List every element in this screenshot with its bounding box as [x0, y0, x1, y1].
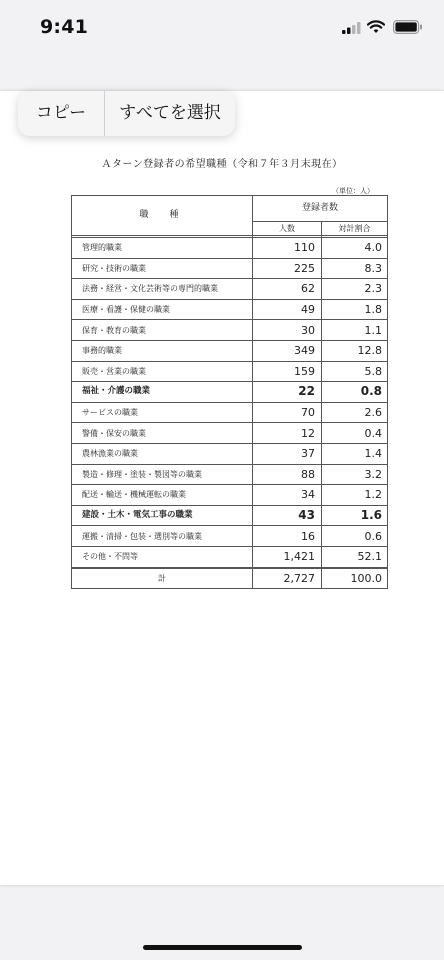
context-menu — [18, 91, 235, 136]
header-count: 人数 — [253, 222, 322, 236]
select-all-menu-item[interactable]: すべてを選択 — [119, 103, 221, 123]
job-name: 管理的職業 — [72, 238, 253, 259]
job-count: 30 — [253, 320, 322, 341]
header-job: 職 種 — [72, 196, 253, 236]
job-name: 警備・保安の職業 — [72, 423, 253, 444]
table-row — [72, 258, 388, 279]
job-count: 225 — [253, 258, 322, 279]
total-row — [72, 568, 388, 589]
table-row — [72, 546, 388, 567]
total-count: 2,727 — [253, 568, 322, 589]
job-name: 運搬・清掃・包装・選別等の職業 — [72, 526, 253, 547]
job-ratio: 0.8 — [322, 382, 388, 403]
job-ratio: 0.6 — [322, 526, 388, 547]
table-row — [72, 443, 388, 464]
document-title: Ａターン登録者の希望職種（令和７年３月末現在） — [101, 159, 343, 170]
status-bar — [0, 0, 444, 60]
job-name: 製造・修理・塗装・製図等の職業 — [72, 464, 253, 485]
battery-icon — [393, 20, 423, 34]
table-row — [72, 526, 388, 547]
job-name: サービスの職業 — [72, 402, 253, 423]
job-name: その他・不問等 — [72, 546, 253, 567]
status-time: 9:41 — [40, 16, 89, 38]
job-ratio: 3.2 — [322, 464, 388, 485]
table-row — [72, 505, 388, 526]
job-count: 12 — [253, 423, 322, 444]
job-count: 34 — [253, 485, 322, 506]
job-ratio: 2.6 — [322, 402, 388, 423]
job-ratio: 4.0 — [322, 238, 388, 259]
job-ratio: 1.1 — [322, 320, 388, 341]
table-row — [72, 238, 388, 259]
job-ratio: 1.6 — [322, 505, 388, 526]
header-ratio: 対計割合 — [322, 222, 388, 236]
job-count: 49 — [253, 299, 322, 320]
table-row — [72, 299, 388, 320]
table-row — [72, 464, 388, 485]
wifi-icon — [367, 20, 385, 34]
job-count: 16 — [253, 526, 322, 547]
job-name: 建設・土木・電気工事の職業 — [72, 505, 253, 526]
job-count: 70 — [253, 402, 322, 423]
job-ratio: 1.4 — [322, 443, 388, 464]
job-count: 1,421 — [253, 546, 322, 567]
job-count: 349 — [253, 340, 322, 361]
table-row — [72, 382, 388, 403]
job-name: 医療・看護・保健の職業 — [72, 299, 253, 320]
total-label: 計 — [72, 568, 253, 589]
job-name: 配送・輸送・機械運転の職業 — [72, 485, 253, 506]
job-ratio: 1.2 — [322, 485, 388, 506]
table-row — [72, 361, 388, 382]
table-row — [72, 423, 388, 444]
job-ratio: 8.3 — [322, 258, 388, 279]
job-count: 22 — [253, 382, 322, 403]
unit-label: （単位：人） — [332, 187, 374, 195]
header-registered: 登録者数 — [253, 196, 388, 222]
job-name: 福祉・介護の職業 — [72, 382, 253, 403]
total-ratio: 100.0 — [322, 568, 388, 589]
job-name: 法務・経営・文化芸術等の専門的職業 — [72, 279, 253, 300]
home-indicator[interactable] — [143, 945, 302, 950]
table-row — [72, 485, 388, 506]
table-row — [72, 340, 388, 361]
table-row — [72, 279, 388, 300]
job-name: 農林漁業の職業 — [72, 443, 253, 464]
job-count: 110 — [253, 238, 322, 259]
table-row — [72, 402, 388, 423]
document-page[interactable] — [0, 91, 444, 885]
job-ratio: 5.8 — [322, 361, 388, 382]
job-name: 販売・営業の職業 — [72, 361, 253, 382]
job-name: 保育・教育の職業 — [72, 320, 253, 341]
job-ratio: 52.1 — [322, 546, 388, 567]
cellular-signal-icon — [342, 22, 362, 34]
job-count: 43 — [253, 505, 322, 526]
job-count: 159 — [253, 361, 322, 382]
job-ratio: 2.3 — [322, 279, 388, 300]
job-ratio: 0.4 — [322, 423, 388, 444]
job-table — [71, 195, 388, 589]
copy-menu-item[interactable]: コピー — [35, 103, 87, 123]
job-name: 事務的職業 — [72, 340, 253, 361]
job-count: 62 — [253, 279, 322, 300]
job-name: 研究・技術の職業 — [72, 258, 253, 279]
table-row — [72, 320, 388, 341]
job-ratio: 1.8 — [322, 299, 388, 320]
job-count: 37 — [253, 443, 322, 464]
job-count: 88 — [253, 464, 322, 485]
job-ratio: 12.8 — [322, 340, 388, 361]
